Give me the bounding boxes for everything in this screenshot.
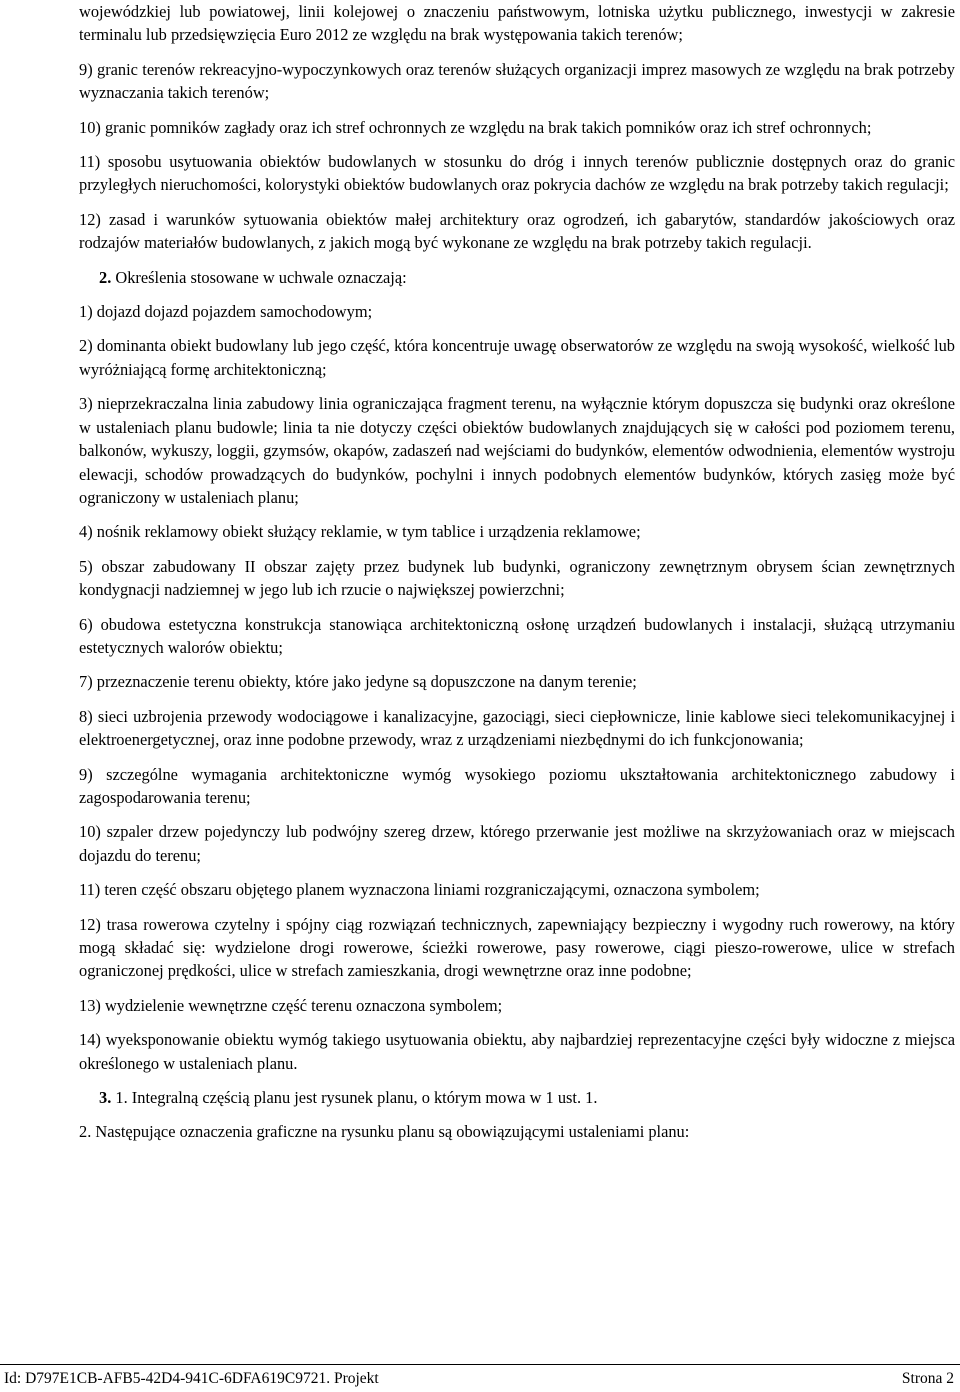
document-id: Id: D797E1CB-AFB5-42D4-941C-6DFA619C9721. Projekt: [4, 1370, 379, 1387]
continuation-text: wojewódzkiej lub powiatowej, linii kolejowej o znaczeniu państwowym, lotniska użytku publicznego, inwestycji w zakresie terminalu lub przedsięwzięcia Euro 2012 ze względu na brak występowania takich terenów;: [79, 2, 955, 45]
definition-item: 6) obudowa estetyczna konstrukcja stanowiąca architektoniczną osłonę urządzeń budowlanych i instalacji, służącą utrzymaniu estetycznych walorów obiektu;: [79, 614, 955, 657]
list-item: 9) granic terenów rekreacyjno-wypoczynkowych oraz terenów służących organizacji imprez masowych ze względu na brak potrzeby wyznaczania takich terenów;: [79, 59, 955, 103]
section-number: 2.: [99, 267, 112, 287]
definition-item: 8) sieci uzbrojenia przewody wodociągowe i kanalizacyjne, gazociągi, sieci ciepłownicze, linie kablowe sieci telekomunikacyjnej i elektroenergetycznej, oraz inne podobne przewody, wraz z urządzeniami niezbędnymi do ich funkcjonowania;: [79, 706, 955, 750]
section-text: 1. Integralną częścią planu jest rysunek planu, o którym mowa w 1 ust. 1.: [111, 1088, 598, 1108]
definition-item: 10) szpaler drzew pojedynczy lub podwójny szereg drzew, którego przerwanie jest możliwe na skrzyżowaniach oraz w miejscach dojazdu do terenu;: [79, 822, 955, 865]
section-3-heading: [79, 1086, 955, 1109]
section-number: 3.: [99, 1088, 112, 1108]
definition-item: 1) dojazd dojazd pojazdem samochodowym;: [79, 302, 373, 322]
definition-item: 7) przeznaczenie terenu obiekty, które jako jedyne są dopuszczone na danym terenie;: [79, 672, 637, 692]
definition-item: 4) nośnik reklamowy obiekt służący reklamie, w tym tablice i urządzenia reklamowe;: [79, 522, 641, 542]
definition-item: 13) wydzielenie wewnętrzne część terenu oznaczona symbolem;: [79, 995, 503, 1015]
definition-item: 3) nieprzekraczalna linia zabudowy linia ograniczająca fragment terenu, na wyłącznie którym dopuszcza się budynki oraz określone w ustaleniach planu budowle; linia ta nie dotyczy części obiektów budowlanych znajdujących się w całości pod poziomem terenu, balkonów, wykuszy, loggii, gzymsów, okapów, zadaszeń nad wejściami do budynków, elementów odwodnienia, elementów wystroju elewacji, schodów prowadzących do budynków, pochylni i innych podobnych elementów budynków, których zasięg może być ograniczony w ustaleniach planu;: [79, 394, 955, 507]
section-2-heading: [79, 266, 955, 289]
document-body: [79, 0, 955, 1155]
definition-item: 12) trasa rowerowa czytelny i spójny ciąg rozwiązań technicznych, zapewniający bezpieczny i wygodny ruch rowerowy, na który mogą składać się: wydzielone drogi rowerowe, ścieżki rowerowe, pasy rowerowe, ciągi pieszo-rowerowe, ulice w strefach ograniczonej prędkości, ulice w strefach zamieszkania, drogi wewnętrzne oraz inne podobne;: [79, 914, 955, 981]
page-number: Strona 2: [901, 1370, 954, 1387]
definition-item: 2) dominanta obiekt budowlany lub jego część, która koncentruje uwagę obserwatorów ze względu na swoją wysokość, wielkość lub wyróżniającą formę architektoniczną;: [79, 336, 955, 379]
definition-item: 11) teren część obszaru objętego planem wyznaczona liniami rozgraniczającymi, oznaczona symbolem;: [79, 880, 760, 900]
definition-item: 5) obszar zabudowany II obszar zajęty przez budynek lub budynki, ograniczony zewnętrznym obrysem ścian zewnętrznych kondygnacji nadziemnej w jego lub ich rzucie o największej powierzchni;: [79, 556, 955, 600]
section-3-point-2: 2. Następujące oznaczenia graficzne na rysunku planu są obowiązującymi ustaleniami planu:: [79, 1122, 690, 1142]
page-footer: [0, 1364, 960, 1392]
definition-item: 9) szczególne wymagania architektoniczne wymóg wysokiego poziomu ukształtowania architektonicznego zabudowy i zagospodarowania terenu;: [79, 764, 955, 807]
list-item: 11) sposobu usytuowania obiektów budowlanych w stosunku do dróg i innych terenów publicznie dostępnych oraz do granic przyległych nieruchomości, kolorystyki obiektów budowlanych oraz pokrycia dachów ze względu na brak potrzeby takich regulacji;: [79, 152, 955, 195]
definition-item: 14) wyeksponowanie obiektu wymóg takiego usytuowania obiektu, aby najbardziej reprezentacyjne części były widoczne z miejsca określonego w ustaleniach planu.: [79, 1030, 955, 1073]
list-item: 10) granic pomników zagłady oraz ich stref ochronnych ze względu na brak takich pomników oraz ich stref ochronnych;: [79, 117, 872, 137]
section-text: Określenia stosowane w uchwale oznaczają:: [111, 267, 407, 287]
list-item: 12) zasad i warunków sytuowania obiektów małej architektury oraz ogrodzeń, ich gabarytów, standardów jakościowych oraz rodzajów materiałów budowlanych, z jakich mogą być wykonane ze względu na brak potrzeby takich regulacji.: [79, 209, 955, 253]
